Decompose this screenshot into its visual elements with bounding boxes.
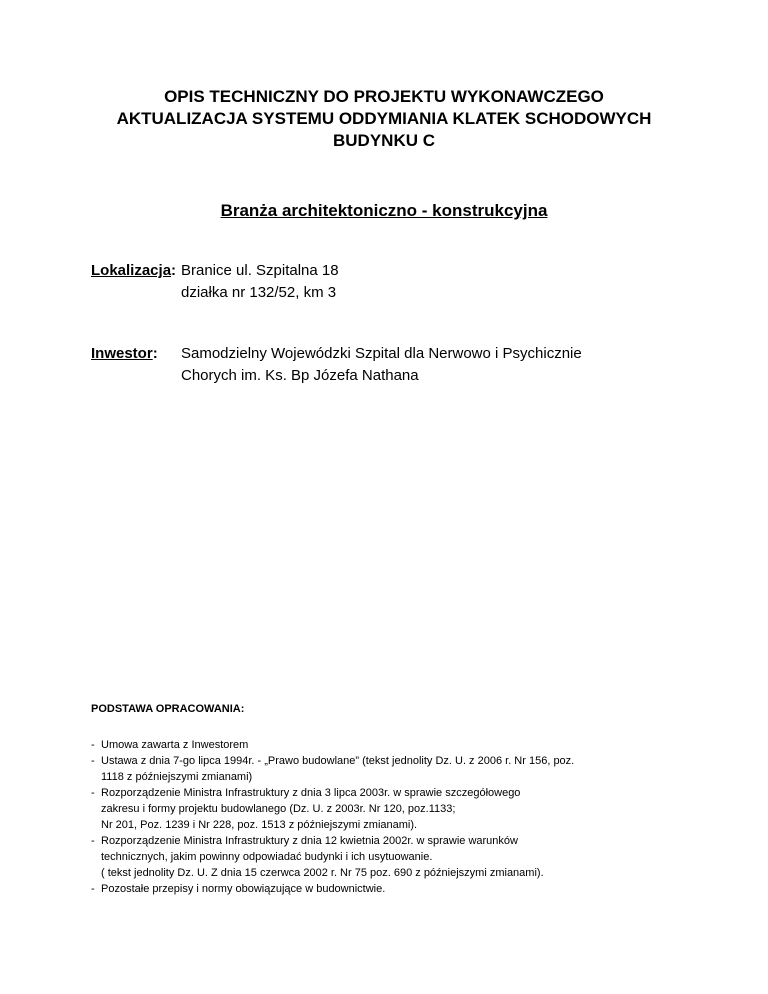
- list-dash: -: [91, 739, 95, 751]
- list-item-line: technicznych, jakim powinny odpowiadać budynki i ich usytuowanie.: [101, 851, 433, 863]
- list-item-line: Nr 201, Poz. 1239 i Nr 228, poz. 1513 z późniejszymi zmianami).: [101, 819, 418, 831]
- location-line-1: Branice ul. Szpitalna 18: [181, 262, 339, 279]
- title-line-2: AKTUALIZACJA SYSTEMU ODDYMIANIA KLATEK SCHODOWYCH: [116, 109, 652, 128]
- list-dash: -: [91, 883, 95, 895]
- list-item-line: Umowa zawarta z Inwestorem: [101, 739, 249, 751]
- list-item-line: Ustawa z dnia 7-go lipca 1994r. - „Prawo budowlane” (tekst jednolity Dz. U. z 2006 r. Nr 156, poz.: [101, 755, 575, 767]
- list-dash: -: [91, 787, 95, 799]
- list-item-line: Rozporządzenie Ministra Infrastruktury z dnia 12 kwietnia 2002r. w sprawie warunków: [101, 835, 518, 847]
- list-item: [91, 881, 691, 897]
- list-dash: -: [91, 835, 95, 847]
- list-item-line: ( tekst jednolity Dz. U. Z dnia 15 czerwca 2002 r. Nr 75 poz. 690 z późniejszymi zmianami).: [101, 867, 544, 879]
- title-line-1: OPIS TECHNICZNY DO PROJEKTU WYKONAWCZEGO: [164, 87, 604, 106]
- location-line-2: działka nr 132/52, km 3: [181, 284, 337, 301]
- list-item: [91, 753, 691, 785]
- title-line-3: BUDYNKU C: [333, 131, 435, 150]
- investor-label-wrap: [91, 343, 158, 365]
- document-title: [0, 86, 768, 152]
- location-value: [181, 260, 339, 304]
- document-subtitle: Branża architektoniczno - konstrukcyjna: [220, 201, 548, 220]
- investor-colon: :: [152, 345, 158, 362]
- list-item-line: zakresu i formy projektu budowlanego (Dz. U. z 2003r. Nr 120, poz.1133;: [101, 803, 456, 815]
- list-item-line: Rozporządzenie Ministra Infrastruktury z dnia 3 lipca 2003r. w sprawie szczegółowego: [101, 787, 521, 799]
- basis-heading: PODSTAWA OPRACOWANIA:: [91, 703, 245, 715]
- investor-value: [181, 343, 582, 387]
- investor-line-1: Samodzielny Wojewódzki Szpital dla Nerwowo i Psychicznie: [181, 345, 582, 362]
- location-label: Lokalizacja: [91, 262, 172, 279]
- list-item: [91, 737, 691, 753]
- list-item-line: Pozostałe przepisy i normy obowiązujące w budownictwie.: [101, 883, 386, 895]
- basis-list: [91, 737, 691, 897]
- investor-label: Inwestor: [91, 345, 153, 362]
- list-item: [91, 833, 691, 881]
- list-dash: -: [91, 755, 95, 767]
- list-item: [91, 785, 691, 833]
- location-colon: :: [171, 262, 177, 279]
- investor-line-2: Chorych im. Ks. Bp Józefa Nathana: [181, 367, 419, 384]
- location-label-wrap: [91, 260, 176, 282]
- list-item-line: 1118 z późniejszymi zmianami): [101, 771, 253, 783]
